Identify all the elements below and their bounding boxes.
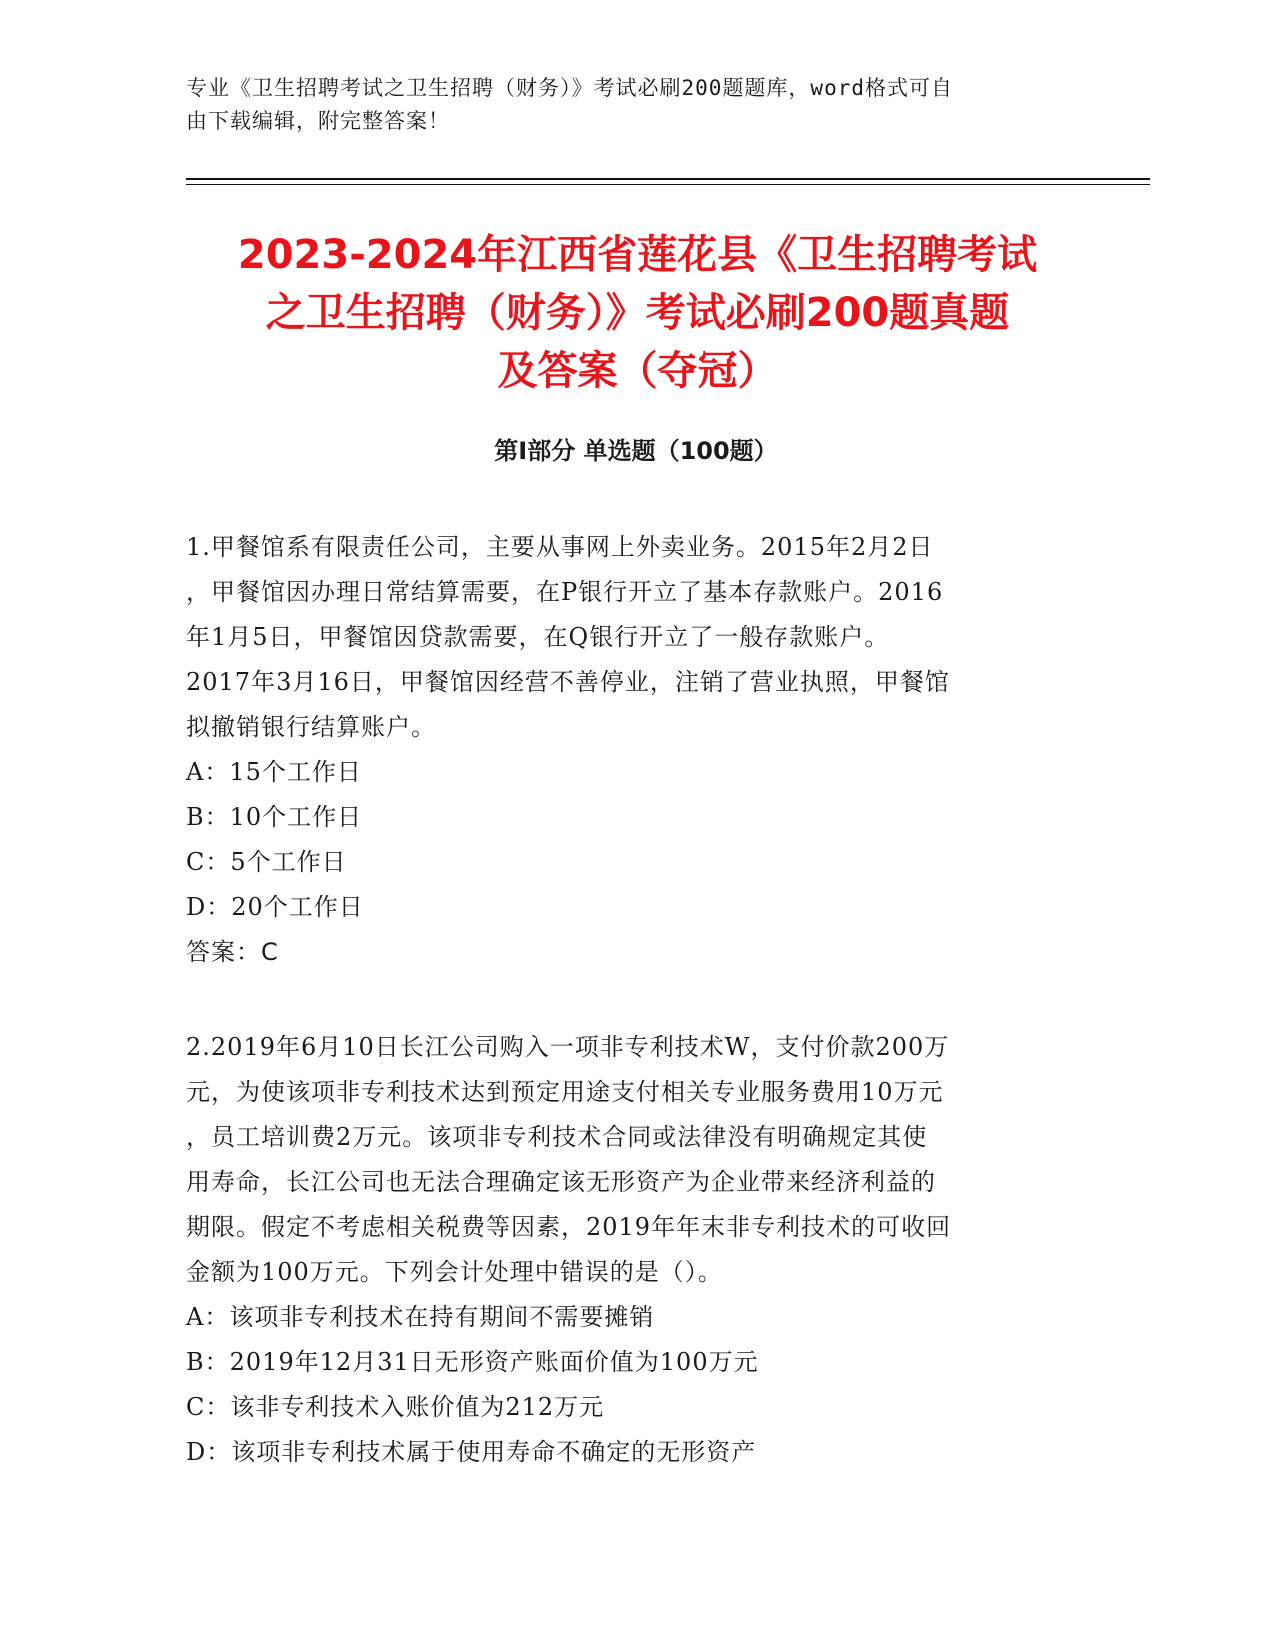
title-line-1: 2023-2024年江西省莲花县《卫生招聘考试 bbox=[237, 232, 1038, 278]
option-b: B：10个工作日 bbox=[186, 803, 363, 831]
option-a: A：15个工作日 bbox=[186, 758, 362, 786]
option-c: C：该非专利技术入账价值为212万元 bbox=[186, 1393, 605, 1421]
section-title: 第Ⅰ部分 单选题（100题） bbox=[494, 437, 778, 465]
header-divider-thin bbox=[186, 184, 1150, 185]
option-d: D：该项非专利技术属于使用寿命不确定的无形资产 bbox=[186, 1438, 757, 1466]
question-stem-line: 拟撤销银行结算账户。 bbox=[186, 713, 436, 741]
question-stem-line: 1.甲餐馆系有限责任公司，主要从事网上外卖业务。2015年2月2日 bbox=[186, 533, 934, 561]
header-line-2: 由下载编辑，附完整答案！ bbox=[186, 109, 450, 133]
question-stem-line: ，甲餐馆因办理日常结算需要，在P银行开立了基本存款账户。2016 bbox=[186, 578, 944, 606]
header-divider-thick bbox=[186, 178, 1150, 180]
question-stem-line: 期限。假定不考虑相关税费等因素，2019年年末非专利技术的可收回 bbox=[186, 1213, 952, 1241]
answer-line: 答案：C bbox=[186, 938, 279, 966]
question-stem-line: 年1月5日，甲餐馆因贷款需要，在Q银行开立了一般存款账户。 bbox=[186, 623, 890, 651]
title-line-3: 及答案（夺冠） bbox=[497, 348, 778, 394]
question-2 bbox=[186, 1025, 1076, 1475]
question-stem-line: 2017年3月16日，甲餐馆因经营不善停业，注销了营业执照，甲餐馆 bbox=[186, 668, 950, 696]
question-1 bbox=[186, 525, 1076, 975]
question-stem-line: 用寿命，长江公司也无法合理确定该无形资产为企业带来经济利益的 bbox=[186, 1168, 936, 1196]
option-a: A：该项非专利技术在持有期间不需要摊销 bbox=[186, 1303, 655, 1331]
title-line-2: 之卫生招聘（财务）》考试必刷200题真题 bbox=[265, 290, 1010, 336]
option-b: B：2019年12月31日无形资产账面价值为100万元 bbox=[186, 1348, 759, 1376]
question-stem-line: 金额为100万元。下列会计处理中错误的是（）。 bbox=[186, 1258, 723, 1286]
question-stem-line: 元，为使该项非专利技术达到预定用途支付相关专业服务费用10万元 bbox=[186, 1078, 944, 1106]
header-line-1: 专业《卫生招聘考试之卫生招聘（财务）》考试必刷200题题库，word格式可自 bbox=[186, 76, 953, 100]
question-stem-line: 2.2019年6月10日长江公司购入一项非专利技术W，支付价款200万 bbox=[186, 1033, 950, 1061]
option-c: C：5个工作日 bbox=[186, 848, 347, 876]
option-d: D：20个工作日 bbox=[186, 893, 364, 921]
document-title bbox=[150, 226, 1125, 400]
question-stem-line: ，员工培训费2万元。该项非专利技术合同或法律没有明确规定其使 bbox=[186, 1123, 928, 1151]
document-header bbox=[186, 72, 1066, 138]
